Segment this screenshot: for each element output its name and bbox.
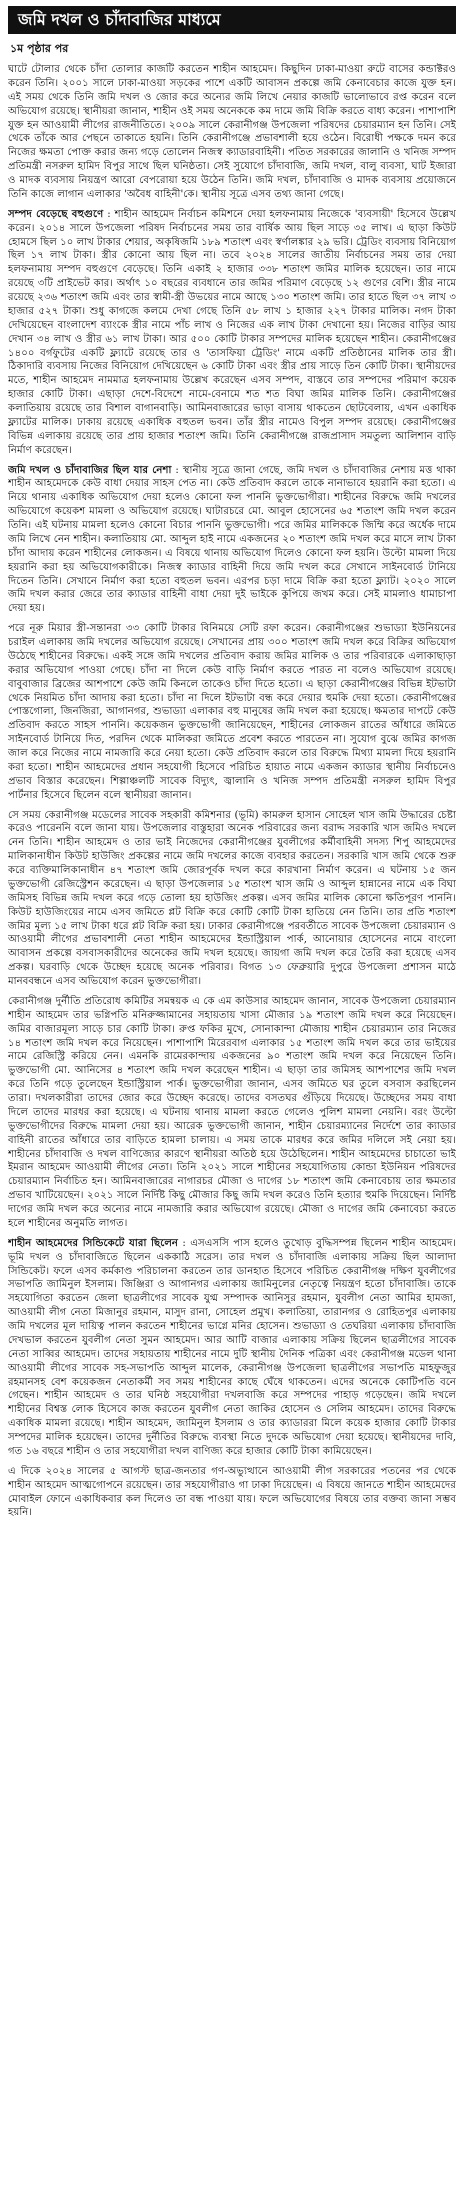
paragraph-8 (8, 1465, 456, 1521)
paragraph-2 (8, 208, 456, 458)
subheading-wealth: সম্পদ বেড়েছে বহুগুণে (8, 208, 104, 220)
paragraph-text: এ দিকে ২০২৪ সালের ৫ আগস্ট ছাত্র-জনতার গণ-অভ্যুত্থানে আওয়ামী লীগ সরকারের পতনের পর থেকে শাহীন আহমেদ আত্মগোপনে রয়েছেন। তার সহযোগীরাও গা ঢাকা দিয়েছেন। এ বিষয়ে জানতে শাহীন আহমেদের মোবাইল ফোনে একাধিকবার কল দিলেও তা বন্ধ পাওয়া যায়। ফলে অভিযোগের বিষয়ে তার বক্তব্য জানা সম্ভব হয়নি। (8, 1465, 456, 1519)
paragraph-text: কেরানীগঞ্জ দুর্নীতি প্রতিরোধ কমিটির সমন্বয়ক এ কে এম কাউসার আহমেদ জানান, সাবেক উপজেলা চেয়ারম্যান শাহীন আহমেদ তার ভগ্নিপতি মনিরুজ্জামানের সহায়তায় খাসা মৌজার ১৯ শতাংশ জমি দখল করে নিয়েছেন। জমির বাজারমূল্য সাড়ে চার কোটি টাকা। রুপ্ত ফকির মুখে, সোনাকান্দা মৌজায় শাহীন চেয়ারম্যান তার নিজের ১৪ শতাংশ জমি দখল করে নিয়েছেন। পাশাপাশি মিরেরবাগ এলাকার ১৫ শতাংশ জমি দখল করে তার ভাইয়ের নামে রেজিস্ট্রি করিয়ে নেন। এমনকি রামেরকান্দায় একজনের ৯০ শতাংশ জমি দখল করে নিয়েছেন তিনি। ভুক্তভোগী মো. আনিসের ৪ শতাংশ জমি দখল করেছেন শাহীন। এ ছাড়া তার জমিসহ আশপাশের জমি দখল করে তিনি গড়ে তুলেছেন ইন্ডাস্ট্রিয়াল পার্ক। ভুক্তভোগীরা জানান, এসব জমিতে ঘর তুলে বসবাস করছিলেন তারা। দখলকারীরা তাদের জোর করে উচ্ছেদ করেছে। তাদের বসতঘর গুঁড়িয়ে দিয়েছে। উচ্ছেদের সময় বাধা দিলে তাদের মারধর করা হয়েছে। এ ঘটনায় থানায় মামলা করতে গেলেও পুলিশ মামলা নেয়নি। বরং উল্টো ভুক্তভোগীদের বিরুদ্ধে মামলা দেয়া হয়। আরেক ভুক্তভোগী জানান, শাহীন চেয়ারম্যানের নির্দেশে তার ক্যাডার বাহিনী রাতের আঁধারে তার বাড়িতে হামলা চালায়। এ সময় তাকে মারধর করে জমির দলিলে সই নেয়া হয়। শাহীনের চাঁদাবাজি ও দখল বাণিজ্যের কারণে স্থানীয়রা অতিষ্ঠ হয়ে উঠেছিলেন। শাহীন আহমেদের চাচাতো ভাই ইমরান আহমেদ আওয়ামী লীগের নেতা। তিনি ২০২১ সালে শাহীনের সহযোগিতায় কোন্ডা ইউনিয়ন পরিষদের চেয়ারম্যান নির্বাচিত হন। আমিনবাজারের নাগারচর মৌজা ও দাগের ১৮ শতাংশ জমি কেনাবেচায় তার ক্ষমতার প্রভাব খাটিয়েছেন। ২০২১ সালে নির্দিষ্ট কিছু মৌজার কিছু জমি দখল করেও তিনি হত্যার হুমকি দিয়েছেন। নির্দিষ্ট দাগের জমি দখল করে অন্যের নামে নামজারি করার অভিযোগ রয়েছে। মৌজা ও দাগের জমি কেনাবেচা করতে হলে শাহীনের অনুমতি লাগত। (8, 995, 456, 1229)
headline-text: জমি দখল ও চাঁদাবাজির মাধ্যমে (18, 9, 221, 29)
paragraph-5 (8, 809, 456, 989)
article-body (8, 38, 456, 2188)
article-headline (8, 6, 456, 34)
continuation-label: ১ম পৃষ্ঠার পর (10, 42, 69, 55)
paragraph-3 (8, 464, 456, 617)
subheading-syndicate: শাহীন আহমেদের সিন্ডিকেটে যারা ছিলেন (8, 1237, 178, 1249)
paragraph-text: : এসএসসি পাস হলেও তুখোড় বুদ্ধিসম্পন্ন ছিলেন শাহীন আহমেদ। ভূমি দখল ও চাঁদাবাজিতে ছিলেন এককাঠি সরেস। তার দখল ও চাঁদাবাজি এলাকায় সক্রিয় ছিল আলাদা সিন্ডিকেট। ফলে এসব কর্মকাণ্ড পরিচালনা করতেন তার ডানহাত হিসেবে পরিচিত কেরানীগঞ্জ দক্ষিণ যুবলীগের সভাপতি জামিনুল ইসলাম। জিঞ্জিরা ও আগানগর এলাকায় জামিনুলের নেতৃত্বে নিয়ন্ত্রণ হতো চাঁদাবাজি। তাকে সহযোগিতা করতেন জেলা ছাত্রলীগের সাবেক যুগ্ম সম্পাদক আনিসুর রহমান, যুবলীগ নেতা আমির হামজা, আওয়ামী লীগ নেতা মিজানুর রহমান, মাসুদ রানা, সোহেল প্রমুখ। কলাতিয়া, তারানগর ও রোহিতপুর এলাকায় জমি দখলের মূল দায়িত্ব পালন করতেন শাহীনের ভাগ্নে মনির হোসেন। শুভাড্যা ও তেঘরিয়া এলাকায় চাঁদাবাজি দেখভাল করতেন যুবলীগ নেতা সুমন আহমেদ। আর আটি বাজার এলাকায় সক্রিয় ছিলেন ছাত্রলীগের সাবেক নেতা সাব্বির আহমেদ। তাদের সহায়তায় শাহীনের নামে দুটি স্থানীয় দৈনিক পত্রিকা এবং কেরানীগঞ্জ মডেল থানা আওয়ামী লীগের সাবেক সহ-সভাপতি আব্দুল মালেক, কেরানীগঞ্জ উপজেলা ছাত্রলীগের সভাপতি মাহফুজুর রহমানসহ বেশ কয়েকজন নেতাকর্মী সব সময় শাহীনের কাছে ঘেঁষে থাকতেন। এদের অনেকে কোটিপতি বনে গেছেন। শাহীন আহমেদ ও তার ঘনিষ্ঠ সহযোগীরা দখলবাজি করে সম্পদের পাহাড় গড়েছেন। জমি দখলে শাহীনের বিশ্বস্ত লোক হিসেবে কাজ করতেন যুবলীগ নেতা জাকির হোসেন ও সেলিম আহমেদ। তাদের বিরুদ্ধে একাধিক মামলা রয়েছে। শাহীন আহমেদ, জামিনুল ইসলাম ও তার ক্যাডাররা মিলে কয়েক হাজার কোটি টাকার সম্পদের মালিক হয়েছেন। তাদের দুর্নীতির বিরুদ্ধে ব্যবস্থা নিতে দুদকে অভিযোগ দেয়া হয়েছে। স্থানীয়দের দাবি, গত ১৬ বছরে শাহীন ও তার সহযোগীরা দখল বাণিজ্য করে হাজার কোটি টাকা কামিয়েছেন। (8, 1237, 456, 1457)
paragraph-text: সে সময় কেরানীগঞ্জ মডেলের সাবেক সহকারী কমিশনার (ভূমি) কামরুল হাসান সোহেল খাস জমি উদ্ধারের চেষ্টা করেও পারেননি বলে জানা যায়। উপজেলার বাস্তুহারা অনেক পরিবারের জন্য বরাদ্দ সরকারি খাস জমিও দখলে নেন তিনি। শাহীন আহমেদ ও তার ভাই নিজেদের কেরানীগঞ্জের যুবলীগের কর্মীবাহিনী সদস্য শিপু আহমেদের মালিকানাধীন কিউট হাউজিং প্রকল্পের নামে জমি দখলের কাজে ব্যবহার করতেন। সরকারি খাস জমি থেকে শুরু করে ব্যক্তিমালিকানাধীন ৪৭ শতাংশ জমি জোরপূর্বক দখল করে কারখানা নির্মাণ করেন। এ ঘটনায় ১৫ জন ভুক্তভোগী রেজিস্ট্রেশন করেছেন। এ ছাড়া উপজেলার ১৫ শতাংশ খাস জমি ও আব্দুল হান্নানের নামে এক বিঘা জমিসহ বিভিন্ন জমি দখল করে গড়ে তোলা হয় হাউজিং প্রকল্প। এসব জমির মালিক কোনো ক্ষতিপূরণ পাননি। কিউট হাউজিংয়ের নামে এসব জমিতে প্লট বিক্রি করে কোটি কোটি টাকা হাতিয়ে নেন তিনি। তার প্রতি শতাংশ জমির মূল্য ১৫ লাখ টাকা ধরে প্লট বিক্রি করা হয়। ঢাকার কেরানীগঞ্জে পরবর্তীতে সাবেক উপজেলা চেয়ারম্যান ও আওয়ামী লীগের প্রভাবশালী নেতা শাহীন আহমেদের ইন্ডাস্ট্রিয়াল পার্ক, আনোয়ার হোসেনের নামে বাংলো আবাসন প্রকল্পে বসবাসকারীদের অনেকের জমি দখল হয়েছে। জায়গা জমি দখল করে তৈরি করা হয়েছে এসব প্রকল্প। ঘরবাড়ি থেকে উচ্ছেদ হয়েছে অনেক পরিবার। বিগত ১৩ ফেব্রুয়ারি দুপুরে উপজেলা প্রশাসন মাঠে মানববন্ধনে এসব অভিযোগ করেন ভুক্তভোগীরা। (8, 809, 456, 987)
subheading-land-grab: জমি দখল ও চাঁদাবাজির ছিল যার নেশা (8, 464, 172, 476)
paragraph-text: : শাহীন আহমেদ নির্বাচন কমিশনে দেয়া হলফনামায় নিজেকে 'ব্যবসায়ী' হিসেবে উল্লেখ করেন। ২০১৪ সালে উপজেলা পরিষদ নির্বাচনের সময় তার বার্ষিক আয় ছিল সাড়ে ৩৫ লাখ। এ ছাড়া কিউট হোমসে ছিল ১০ লাখ টাকার শেয়ার, অকৃষিজমি ১৮৯ শতাংশ এবং স্বর্ণালঙ্কার ২৯ ভরি। ট্রেডিং ব্যবসায় বিনিয়োগ ছিল ১৭ লাখ টাকা। স্ত্রীর কোনো আয় ছিল না। তবে ২০২৪ সালের জাতীয় নির্বাচনের সময় তার দেয়া হলফনামায় সম্পদ বহুগুণে বেড়েছে। তিনি একাই ২ হাজার ৩৩৮ শতাংশ জমির মালিক হয়েছেন। তার নামে রয়েছে ৩টি প্রাইভেট কার। অর্থাৎ ১০ বছরের ব্যবধানে তার জমির পরিমাণ বেড়েছে ১২ গুণের বেশি। স্ত্রীর নামে রয়েছে ২৩৬ শতাংশ জমি এবং তার স্বামী-স্ত্রী উভয়ের নামে আছে ১৩০ শতাংশ জমি। তার হাতে ছিল ৩৭ লাখ ৩ হাজার ৫২৭ টাকা। শুধু কাগজে কলমে দেখা গেছে তিনি ৫৮ লাখ ১ হাজার ২২৭ টাকার মালিক। নগদ টাকা দেখিয়েছেন বাংলাদেশ ব্যাংকে স্ত্রীর নামে পাঁচ লাখ ও নিজের এক লাখ টাকা দেখানো হয়। নিজের বাড়ির আয় দেখান ৩৪ লাখ ও স্ত্রীর ৬১ লাখ টাকা। আর ৫০০ কোটি টাকার সম্পদের মালিক হয়েছেন শাহীন। কেরানীগঞ্জের ১৪০০ বর্গফুটের একটি ফ্ল্যাটে রয়েছে তার ও 'তাসফিয়া ট্রেডিং' নামে একটি প্রতিষ্ঠানের মালিক তার স্ত্রী। ঠিকাদারি ব্যবসায় নিজের বিনিয়োগ দেখিয়েছেন ৬ কোটি টাকা এবং স্ত্রীর প্রায় সাড়ে তিন কোটি টাকা। স্থানীয়দের মতে, শাহীন আহমেদ নামমাত্র হলফনামায় উল্লেখ করেছেন এসব সম্পদ, বাস্তবে তার সম্পদের পরিমাণ কয়েক হাজার কোটি টাকা। এছাড়া দেশে-বিদেশে নামে-বেনামে শত শত বিঘা জমির মালিক তিনি। কেরানীগঞ্জের কলাতিয়ায় রয়েছে তার বিশাল বাগানবাড়ি। আমিনবাজারের ভাড়া বাসায় থাকতেন ছোটবেলায়, এখন একাধিক ফ্ল্যাটের মালিক। ঢাকায় রয়েছে একাধিক বহুতল ভবন। তাঁর স্ত্রীর নামেও বিপুল সম্পদ রয়েছে। কেরানীগঞ্জের বিভিন্ন এলাকায় রয়েছে তার প্রায় হাজার শতাংশ জমি। তিনি কেরানীগঞ্জে রাজপ্রাসাদ সমতুল্য আলিশান বাড়ি নির্মাণ করেছেন। (8, 208, 456, 456)
paragraph-text: : স্থানীয় সূত্রে জানা গেছে, জমি দখল ও চাঁদাবাজির নেশায় মত্ত থাকা শাহীন আহমেদকে কেউ বাধা দেয়ার সাহস পেত না। কেউ প্রতিবাদ করলে তাকে নানাভাবে হয়রানি করা হতো। এ নিয়ে থানায় একাধিক অভিযোগ দেয়া হলেও কোনো ফল পাননি ভুক্তভোগীরা। শাহীনের বিরুদ্ধে জমি দখলের অভিযোগে কয়েকশ মামলা ও অভিযোগ রয়েছে। ঘাটারচরে মো. আবুল হোসেনের ৬৫ শতাংশ জমি দখল করেন তিনি। এই ঘটনায় মামলা হলেও কোনো বিচার পাননি ভুক্তভোগী। পরে জমির মালিককে জিম্মি করে অর্ধেক দামে জমি লিখে নেন শাহীন। কলাতিয়ায় মো. আব্দুল হাই নামে একজনের ২০ শতাংশ জমি দখল করে মাসে লাখ টাকা চাঁদা আদায় করেন শাহীনের লোকজন। এ বিষয়ে থানায় অভিযোগ দিলেও কোনো ফল হয়নি। উল্টো মামলা দিয়ে হয়রানি করা হয় অভিযোগকারীকে। নিজস্ব ক্যাডার বাহিনী দিয়ে জমি দখল করে সেখানে সাইনবোর্ড টানিয়ে দিতেন তিনি। সেখানে নির্মাণ করা হতো বহুতল ভবন। এরপর চড়া দামে বিক্রি করা হতো ফ্ল্যাট। ২০২০ সালে জমি দখল করার জেরে তার ক্যাডার বাহিনী বাধা দেয়া দুই ভাইকে কুপিয়ে জখম করে। সেই মামলাও ধামাচাপা দেয়া হয়। (8, 464, 456, 615)
paragraph-1 (8, 63, 456, 202)
paragraph-text: পরে নূরু মিয়ার স্ত্রী-সন্তানরা ৩৩ কোটি টাকার বিনিময়ে সেটি রফা করেন। কেরানীগঞ্জের শুভাড্যা ইউনিয়নের চরাইল এলাকায় জমি দখলের অভিযোগ রয়েছে। সেখানের প্রায় ৩০০ শতাংশ জমি দখল করে বিক্রির অভিযোগ উঠেছে শাহীনের বিরুদ্ধে। একই সঙ্গে জমি দখলের প্রতিবাদ করায় জমির মালিক ও তার পরিবারকে এলাকাছাড়া করার অভিযোগ পাওয়া গেছে। চাঁদা না দিলে কেউ বাড়ি নির্মাণ করতে পারত না বলেও অভিযোগ রয়েছে। বাবুবাজার ব্রিজের আশপাশে কেউ জমি কিনলে তাকেও চাঁদা দিতে হতো। এ ছাড়া কেরানীগঞ্জের বিভিন্ন ইটভাটা থেকে নিয়মিত চাঁদা আদায় করা হতো। চাঁদা না দিলে ইটভাটা বন্ধ করে দেয়ার হুমকি দেয়া হতো। কেরানীগঞ্জের পোস্তগোলা, জিনজিরা, আগানগর, শুভাড্যা এলাকার বহু মানুষের জমি দখল করা হয়েছে। ক্ষমতার দাপটে কেউ প্রতিবাদ করতে সাহস পাননি। কয়েকজন ভুক্তভোগী জানিয়েছেন, শাহীনের লোকজন রাতের আঁধারে জমিতে সাইনবোর্ড টানিয়ে দিত, পরদিন থেকে মালিকরা জমিতে প্রবেশ করতে পারতেন না। সুযোগ বুঝে জমির কাগজ জাল করে নিজের নামে নামজারি করে নেয়া হতো। কেউ প্রতিবাদ করলে তার বিরুদ্ধে মিথ্যা মামলা দিয়ে হয়রানি করা হতো। শাহীন আহমেদের প্রধান সহযোগী হিসেবে পরিচিত হায়াত নামে একজন ক্যাডার স্থানীয় নির্বাচনেও প্রভাব বিস্তার করেছেন। শিল্পাঞ্চলটি সাবেক বিদ্যুৎ, জ্বালানি ও খনিজ সম্পদ প্রতিমন্ত্রী নসরুল হামিদ বিপুর পার্টনার হিসেবে ছিলেন বলে স্থানীয়রা জানান। (8, 623, 456, 801)
paragraph-6 (8, 995, 456, 1231)
paragraph-7 (8, 1237, 456, 1459)
paragraph-4 (8, 622, 456, 802)
paragraph-text: ঘাটে টোলার থেকে চাঁদা তোলার কাজটি করতেন শাহীন আহমেদ। কিছুদিন ঢাকা-মাওয়া রুটে বাসের কন্ডাক্টরও করেন তিনি। ২০০১ সালে ঢাকা-মাওয়া সড়কের পাশে একটি আবাসন প্রকল্পে জমি কেনাবেচার কাজে যুক্ত হন। এই সময় থেকে তিনি জমি দখল ও জোর করে অন্যের জমি লিখে নেয়ার কাজটি ভালোভাবে রপ্ত করেন বলে অভিযোগ রয়েছে। স্থানীয়রা জানান, শাহীন ওই সময় অনেককে কম দামে জমি বিক্রি করতে বাধ্য করেন। পাশাপাশি যুক্ত হন আওয়ামী লীগের রাজনীতিতে। ২০০৯ সালে কেরানীগঞ্জ উপজেলা পরিষদের চেয়ারম্যান হন তিনি। সেই থেকে তাঁকে আর পেছনে তাকাতে হয়নি। তিনি কেরানীগঞ্জে প্রভাবশালী হয়ে ওঠেন। বিরোধী পক্ষকে দমন করে নিজের ক্ষমতা পোক্ত করার জন্য গড়ে তোলেন নিজস্ব ক্যাডারবাহিনী। পতিত সরকারের জালানি ও খনিজ সম্পদ প্রতিমন্ত্রী নসরুল হামিদ বিপুর সাথে ছিল ঘনিষ্ঠতা। সেই সুযোগে চাঁদাবাজি, জমি দখল, বালু ব্যবসা, ঘাট ইজারা ও মাদক ব্যবসায় নিয়ন্ত্রণ আরো বেপরোয়া হয়ে উঠেন তিনি। জমি দখল, চাঁদাবাজি ও মাদক ব্যবসায় প্রয়োজনে তিনি কাজে লাগান এলাকার 'অবৈধ বাহিনী'কে। স্থানীয় সূত্রে এসব তথ্য জানা গেছে। (8, 64, 456, 200)
